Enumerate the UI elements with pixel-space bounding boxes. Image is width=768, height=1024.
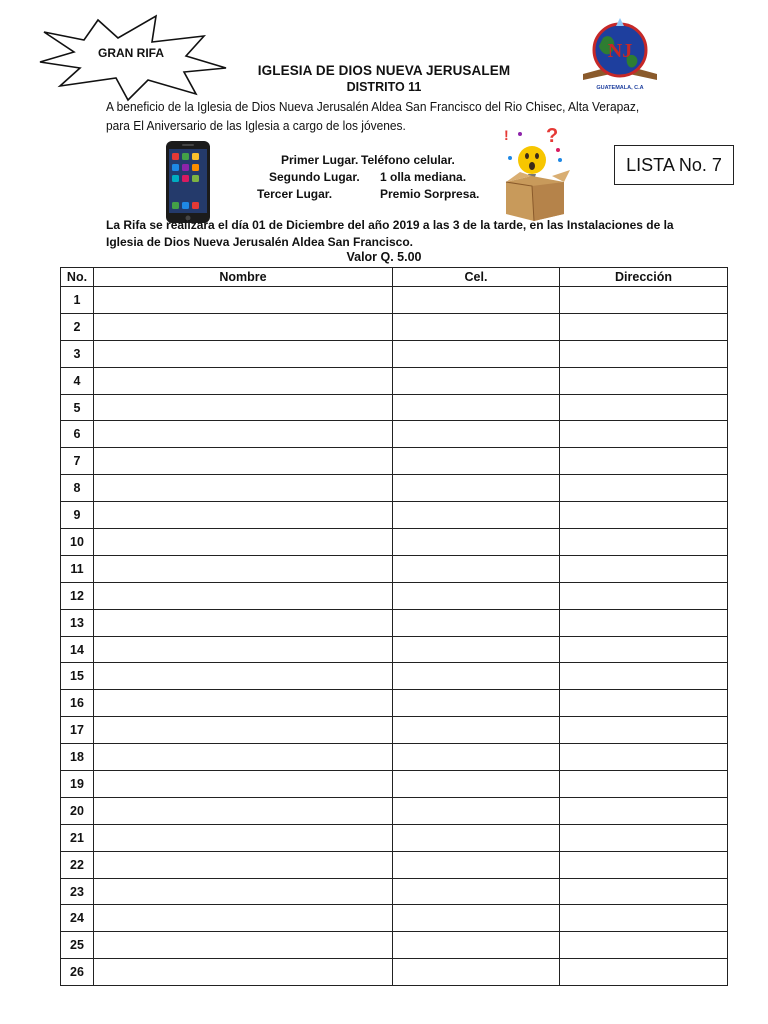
table-row: [61, 878, 728, 905]
row-number: 12: [61, 582, 94, 609]
row-number: 6: [61, 421, 94, 448]
direccion-cell[interactable]: [560, 582, 728, 609]
row-number: 20: [61, 797, 94, 824]
row-number: 11: [61, 555, 94, 582]
direccion-cell[interactable]: [560, 932, 728, 959]
direccion-cell[interactable]: [560, 421, 728, 448]
logo-caption: GUATEMALA, C.A: [596, 85, 644, 91]
nombre-cell[interactable]: [94, 367, 393, 394]
cel-cell[interactable]: [393, 851, 560, 878]
row-number: 9: [61, 502, 94, 529]
surprise-box-image: [500, 124, 572, 222]
intro-line-2: para El Aniversario de las Iglesia a cargo de los jóvenes.: [106, 118, 406, 133]
ticket-price: Valor Q. 5.00: [346, 250, 422, 264]
direccion-cell[interactable]: [560, 367, 728, 394]
svg-text:?: ?: [546, 125, 559, 147]
column-header-nombre: Nombre: [94, 268, 393, 287]
direccion-cell[interactable]: [560, 502, 728, 529]
nombre-cell[interactable]: [94, 448, 393, 475]
direccion-cell[interactable]: [560, 529, 728, 556]
direccion-cell[interactable]: [560, 340, 728, 367]
table-row: [61, 797, 728, 824]
table-row: [61, 609, 728, 636]
table-row: [61, 448, 728, 475]
nombre-cell[interactable]: [94, 636, 393, 663]
cel-cell[interactable]: [393, 690, 560, 717]
table-row: [61, 690, 728, 717]
row-number: 24: [61, 905, 94, 932]
cel-cell[interactable]: [393, 394, 560, 421]
table-row: [61, 932, 728, 959]
cel-cell[interactable]: [393, 609, 560, 636]
direccion-cell[interactable]: [560, 313, 728, 340]
logo-letters: NJ: [607, 40, 633, 62]
row-number: 16: [61, 690, 94, 717]
church-title: IGLESIA DE DIOS NUEVA JERUSALEM: [257, 63, 511, 78]
svg-text:!: !: [504, 127, 509, 143]
nombre-cell[interactable]: [94, 529, 393, 556]
gran-rifa-label: GRAN RIFA: [98, 46, 164, 60]
cel-cell[interactable]: [393, 555, 560, 582]
table-row: [61, 367, 728, 394]
raffle-date-line-1: La Rifa se realizara el día 01 de Diciembre del año 2019 a las 3 de la tarde, en las Instalaciones de la: [106, 218, 674, 232]
direccion-cell[interactable]: [560, 851, 728, 878]
raffle-signup-table: [60, 267, 728, 986]
third-place-value: Premio Sorpresa.: [380, 187, 480, 201]
table-row: [61, 421, 728, 448]
row-number: 25: [61, 932, 94, 959]
nombre-cell[interactable]: [94, 663, 393, 690]
row-number: 18: [61, 744, 94, 771]
direccion-cell[interactable]: [560, 824, 728, 851]
row-number: 23: [61, 878, 94, 905]
table-row: [61, 771, 728, 798]
nombre-cell[interactable]: [94, 690, 393, 717]
table-row: [61, 502, 728, 529]
table-row: [61, 744, 728, 771]
table-row: [61, 529, 728, 556]
cel-cell[interactable]: [393, 475, 560, 502]
row-number: 3: [61, 340, 94, 367]
cel-cell[interactable]: [393, 367, 560, 394]
third-place-label: Tercer Lugar.: [257, 187, 333, 201]
cel-cell[interactable]: [393, 448, 560, 475]
nombre-cell[interactable]: [94, 797, 393, 824]
cel-cell[interactable]: [393, 797, 560, 824]
column-header-cel: Cel.: [393, 268, 560, 287]
nombre-cell[interactable]: [94, 394, 393, 421]
row-number: 15: [61, 663, 94, 690]
direccion-cell[interactable]: [560, 797, 728, 824]
nombre-cell[interactable]: [94, 932, 393, 959]
column-header-no: No.: [61, 268, 94, 287]
table-row: [61, 394, 728, 421]
row-number: 5: [61, 394, 94, 421]
direccion-cell[interactable]: [560, 771, 728, 798]
nombre-cell[interactable]: [94, 717, 393, 744]
cel-cell[interactable]: [393, 421, 560, 448]
cel-cell[interactable]: [393, 502, 560, 529]
nombre-cell[interactable]: [94, 582, 393, 609]
cel-cell[interactable]: [393, 905, 560, 932]
table-row: [61, 287, 728, 314]
table-row: [61, 905, 728, 932]
direccion-cell[interactable]: [560, 959, 728, 986]
nombre-cell[interactable]: [94, 287, 393, 314]
direccion-cell[interactable]: [560, 609, 728, 636]
table-row: [61, 582, 728, 609]
nombre-cell[interactable]: [94, 421, 393, 448]
cel-cell[interactable]: [393, 313, 560, 340]
nombre-cell[interactable]: [94, 824, 393, 851]
table-row: [61, 717, 728, 744]
table-row: [61, 636, 728, 663]
cel-cell[interactable]: [393, 878, 560, 905]
intro-line-1: A beneficio de la Iglesia de Dios Nueva Jerusalén Aldea San Francisco del Rio Chisec, Alta Verapaz,: [106, 99, 640, 114]
column-header-direccion: Dirección: [560, 268, 728, 287]
second-place-value: 1 olla mediana.: [380, 170, 467, 184]
smartphone-image: [164, 140, 212, 224]
nombre-cell[interactable]: [94, 313, 393, 340]
direccion-cell[interactable]: [560, 475, 728, 502]
cel-cell[interactable]: [393, 744, 560, 771]
nombre-cell[interactable]: [94, 555, 393, 582]
table-row: [61, 824, 728, 851]
row-number: 22: [61, 851, 94, 878]
row-number: 26: [61, 959, 94, 986]
cel-cell[interactable]: [393, 340, 560, 367]
cel-cell[interactable]: [393, 287, 560, 314]
row-number: 10: [61, 529, 94, 556]
table-header-row: [61, 268, 728, 287]
table-row: [61, 959, 728, 986]
row-number: 4: [61, 367, 94, 394]
district-title: DISTRITO 11: [346, 80, 422, 94]
row-number: 13: [61, 609, 94, 636]
row-number: 21: [61, 824, 94, 851]
first-place-value: Teléfono celular.: [361, 153, 455, 167]
nombre-cell[interactable]: [94, 502, 393, 529]
cel-cell[interactable]: [393, 824, 560, 851]
direccion-cell[interactable]: [560, 744, 728, 771]
row-number: 8: [61, 475, 94, 502]
nombre-cell[interactable]: [94, 609, 393, 636]
nombre-cell[interactable]: [94, 878, 393, 905]
nombre-cell[interactable]: [94, 475, 393, 502]
row-number: 14: [61, 636, 94, 663]
direccion-cell[interactable]: [560, 690, 728, 717]
cel-cell[interactable]: [393, 582, 560, 609]
cel-cell[interactable]: [393, 717, 560, 744]
cel-cell[interactable]: [393, 932, 560, 959]
row-number: 19: [61, 771, 94, 798]
table-row: [61, 313, 728, 340]
direccion-cell[interactable]: [560, 636, 728, 663]
cel-cell[interactable]: [393, 663, 560, 690]
row-number: 1: [61, 287, 94, 314]
direccion-cell[interactable]: [560, 394, 728, 421]
direccion-cell[interactable]: [560, 287, 728, 314]
table-row: [61, 851, 728, 878]
table-row: [61, 555, 728, 582]
church-logo: [577, 16, 663, 92]
list-number-box: LISTA No. 7: [614, 145, 734, 185]
row-number: 2: [61, 313, 94, 340]
cel-cell[interactable]: [393, 636, 560, 663]
first-place-label: Primer Lugar.: [281, 153, 359, 167]
nombre-cell[interactable]: [94, 959, 393, 986]
table-row: [61, 475, 728, 502]
nombre-cell[interactable]: [94, 340, 393, 367]
table-row: [61, 340, 728, 367]
cel-cell[interactable]: [393, 959, 560, 986]
nombre-cell[interactable]: [94, 771, 393, 798]
nombre-cell[interactable]: [94, 744, 393, 771]
direccion-cell[interactable]: [560, 717, 728, 744]
cel-cell[interactable]: [393, 529, 560, 556]
direccion-cell[interactable]: [560, 448, 728, 475]
row-number: 7: [61, 448, 94, 475]
cel-cell[interactable]: [393, 771, 560, 798]
direccion-cell[interactable]: [560, 663, 728, 690]
second-place-label: Segundo Lugar.: [269, 170, 360, 184]
direccion-cell[interactable]: [560, 905, 728, 932]
nombre-cell[interactable]: [94, 851, 393, 878]
nombre-cell[interactable]: [94, 905, 393, 932]
direccion-cell[interactable]: [560, 878, 728, 905]
row-number: 17: [61, 717, 94, 744]
direccion-cell[interactable]: [560, 555, 728, 582]
table-row: [61, 663, 728, 690]
raffle-date-line-2: Iglesia de Dios Nueva Jerusalén Aldea San Francisco.: [106, 235, 414, 249]
